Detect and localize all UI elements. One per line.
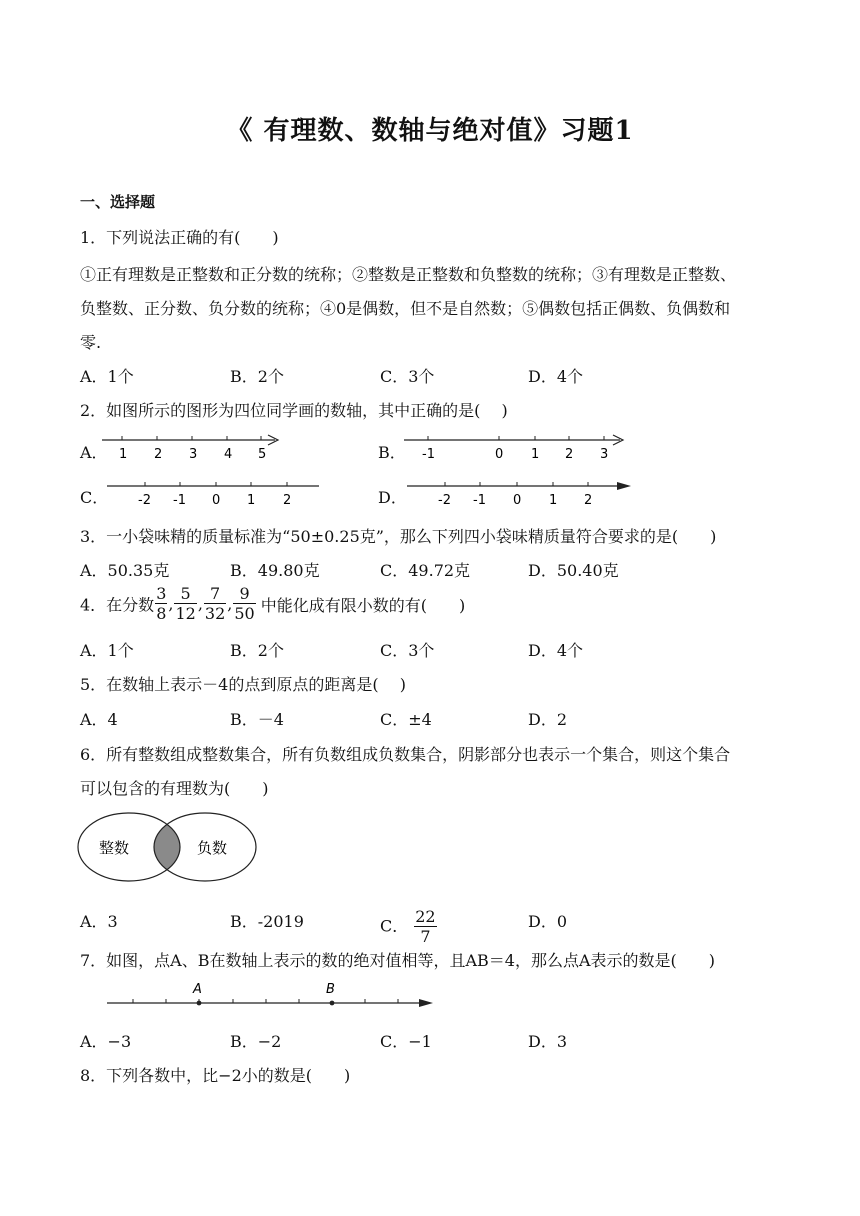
tick-label: 2 (154, 447, 163, 462)
fraction: $\frac{9}{50}$ (234, 584, 255, 623)
q1-option-c: C．3个 (380, 367, 435, 386)
q7-option-d: D．3 (528, 1032, 568, 1051)
page-title: 《 有理数、数轴与绝对值》习题1 (226, 116, 634, 146)
q2-stem: 2．如图所示的图形为四位同学画的数轴，其中正确的是( ) (80, 401, 508, 420)
q4-option-b: B．2个 (230, 641, 284, 660)
tick-label: 1 (119, 447, 128, 462)
tick-label: 2 (584, 493, 593, 508)
q4-option-d: D．4个 (528, 641, 584, 660)
q6-option-b: B．-2019 (230, 912, 304, 931)
section-heading: 一、选择题 (80, 193, 156, 211)
q6-option-c: C． $\frac{22}{7}$ (380, 907, 436, 946)
q3-option-a: A．50.35克 (80, 561, 170, 580)
q3-option-b: B．49.80克 (230, 561, 320, 580)
number-line-c (105, 478, 325, 510)
tick-label: -1 (473, 493, 486, 508)
point-a (197, 1001, 202, 1006)
fraction: $\frac{5}{12}$ (175, 584, 196, 623)
q8-stem: 8．下列各数中，比−2小的数是( ) (80, 1066, 351, 1085)
tick-label: 1 (549, 493, 558, 508)
tick-label: -2 (138, 493, 151, 508)
tick-label: -1 (173, 493, 186, 508)
venn-diagram (75, 810, 260, 884)
tick-label: 2 (283, 493, 292, 508)
q3-stem: 3．一小袋味精的质量标准为“50±0.25克”，那么下列四小袋味精质量符合要求的是( ) (80, 527, 717, 546)
q5-option-d: D．2 (528, 710, 568, 729)
tick-label: 5 (258, 447, 267, 462)
fraction: $\frac{22}{7}$ (415, 907, 436, 946)
q2-label-b: B． (378, 443, 406, 462)
tick-label: 3 (189, 447, 198, 462)
q3-option-c: C．49.72克 (380, 561, 471, 580)
q6-stem-line: 6．所有整数组成整数集合，所有负数组成负数集合，阴影部分也表示一个集合，则这个集合 (80, 745, 731, 764)
q5-stem: 5．在数轴上表示－4的点到原点的距离是( ) (80, 675, 406, 694)
q1-body-line: 零. (80, 333, 102, 352)
q4-option-c: C．3个 (380, 641, 435, 660)
fraction: $\frac{7}{32}$ (204, 584, 226, 623)
q1-stem: 1．下列说法正确的有( ) (80, 228, 279, 247)
number-line-a (100, 430, 290, 462)
q1-option-b: B．2个 (230, 367, 284, 386)
q1-body-line: 负整数、正分数、负分数的统称；④0是偶数，但不是自然数；⑤偶数包括正偶数、负偶数和 (80, 299, 731, 318)
tick-label: 2 (565, 447, 574, 462)
tick-label: 3 (600, 447, 609, 462)
venn-label-negatives: 负数 (197, 839, 228, 857)
q5-option-b: B．－4 (230, 710, 284, 729)
number-line-b (402, 430, 627, 462)
q6-stem-line: 可以包含的有理数为( ) (80, 779, 269, 798)
q6-option-d: D．0 (528, 912, 568, 931)
point-b (330, 1001, 335, 1006)
tick-label: -1 (422, 447, 435, 462)
q1-body-line: ①正有理数是正整数和正分数的统称；②整数是正整数和负整数的统称；③有理数是正整数、 (80, 265, 737, 284)
q4-stem-suffix: 中能化成有限小数的有( ) (260, 595, 466, 615)
tick-label: 0 (212, 493, 221, 508)
point-a-label: A (193, 982, 202, 997)
tick-label: 0 (513, 493, 522, 508)
q1-option-a: A．1个 (80, 367, 134, 386)
q2-label-a: A． (80, 443, 108, 462)
number-line-ab (105, 978, 435, 1018)
q7-option-b: B．−2 (230, 1032, 282, 1051)
q5-option-c: C．±4 (380, 710, 432, 729)
q7-option-c: C．−1 (380, 1032, 432, 1051)
q5-option-a: A．4 (80, 710, 118, 729)
fraction: $\frac{3}{8}$ (156, 584, 167, 623)
tick-label: 1 (531, 447, 540, 462)
q2-label-c: C． (80, 488, 109, 507)
point-b-label: B (326, 982, 335, 997)
q1-option-d: D．4个 (528, 367, 584, 386)
tick-label: -2 (438, 493, 451, 508)
q4-stem-prefix: 4．在分数 (80, 595, 155, 615)
q4-option-a: A．1个 (80, 641, 134, 660)
q2-label-d: D． (378, 488, 407, 507)
q6-option-a: A．3 (80, 912, 118, 931)
tick-label: 1 (247, 493, 256, 508)
number-line-d (405, 478, 635, 510)
q7-option-a: A．−3 (80, 1032, 132, 1051)
tick-label: 0 (495, 447, 504, 462)
tick-label: 4 (224, 447, 233, 462)
venn-label-integers: 整数 (99, 839, 130, 857)
q3-option-d: D．50.40克 (528, 561, 619, 580)
q7-stem: 7．如图，点A、B在数轴上表示的数的绝对值相等，且AB＝4，那么点A表示的数是( ) (80, 951, 716, 970)
q4-stem: 4．在分数 $\frac{3}{8}$ , $\frac{5}{12}$ , $\frac{7}{32}$ , $\frac{9}{50}$ 中能化成有限小数的有( ) (80, 584, 466, 623)
